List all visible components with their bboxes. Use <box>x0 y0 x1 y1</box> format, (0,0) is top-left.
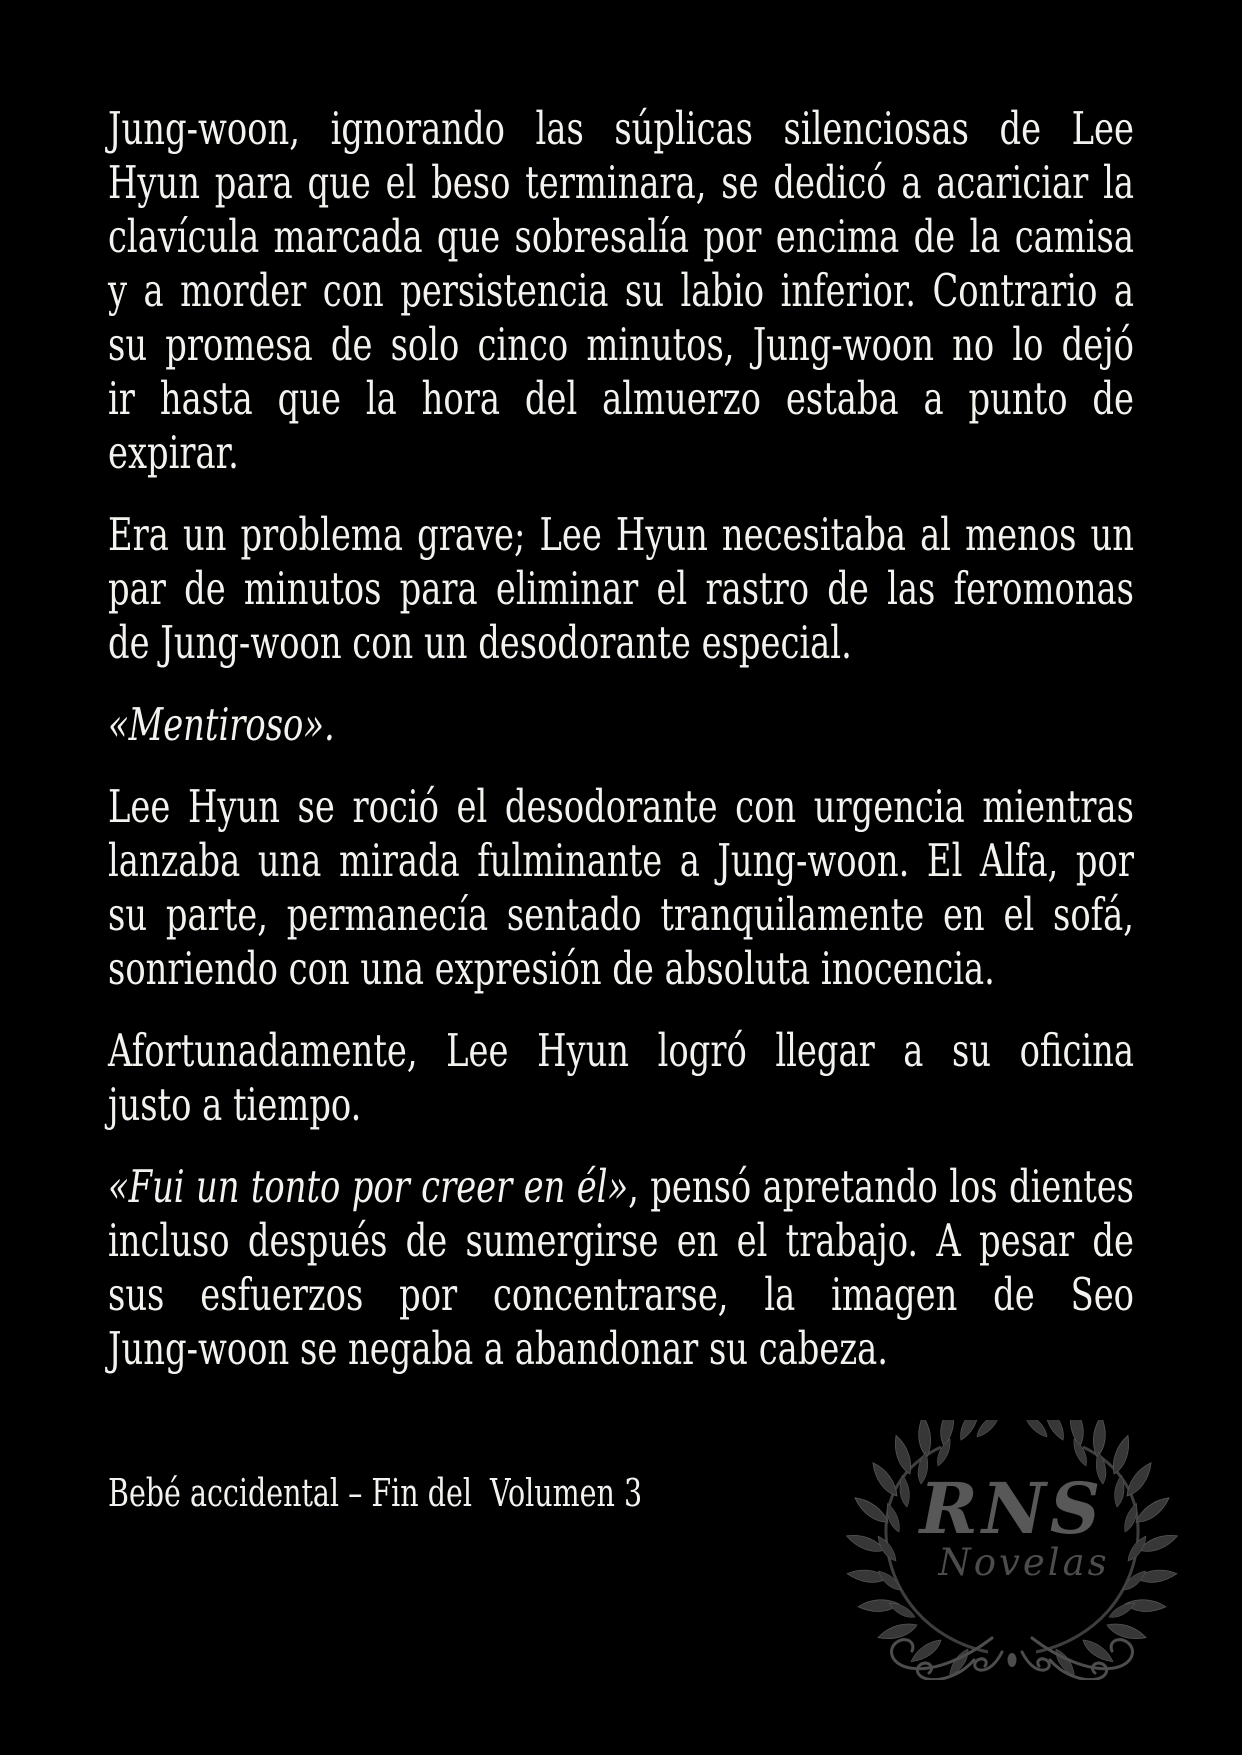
text-line: expirar. <box>108 426 239 479</box>
text-line: clavícula marcada que sobresalía por encima de la camisa <box>108 210 1134 263</box>
text-line: y a morder con persistencia su labio inferior. Contrario a <box>108 264 1134 317</box>
paragraph <box>108 102 1134 480</box>
paragraph <box>108 780 1134 996</box>
text-line: par de minutos para eliminar el rastro de las feromonas <box>108 562 1134 615</box>
watermark-subtitle: Novelas <box>938 1541 1110 1584</box>
text-line: «Fui un tonto por creer en él», pensó apretando los dientes <box>108 1160 1134 1213</box>
text-line: justo a tiempo. <box>108 1078 362 1131</box>
text-line: Jung-woon, ignorando las súplicas silenciosas de Lee <box>108 102 1134 155</box>
text-line: sonriendo con una expresión de absoluta inocencia. <box>108 942 995 995</box>
text-line: Afortunadamente, Lee Hyun logró llegar a su oficina <box>108 1024 1134 1077</box>
text-line: su promesa de solo cinco minutos, Jung-woon no lo dejó <box>108 318 1134 371</box>
body-text <box>108 102 1134 1404</box>
text-line: ir hasta que la hora del almuerzo estaba a punto de <box>108 372 1134 425</box>
watermark <box>842 1420 1182 1680</box>
text-line: «Mentiroso». <box>108 698 335 751</box>
text-line: Lee Hyun se roció el desodorante con urgencia mientras <box>108 780 1134 833</box>
watermark-title: RNS <box>919 1467 1105 1550</box>
text-line: Era un problema grave; Lee Hyun necesitaba al menos un <box>108 508 1134 561</box>
text-line: sus esfuerzos por concentrarse, la imagen de Seo <box>108 1268 1134 1321</box>
text-line: Jung-woon se negaba a abandonar su cabeza. <box>108 1322 889 1375</box>
text-line: incluso después de sumergirse en el trabajo. A pesar de <box>108 1214 1134 1267</box>
paragraph <box>108 1160 1134 1376</box>
paragraph <box>108 698 1134 752</box>
volume-end-label: Bebé accidental – Fin del Volumen 3 <box>108 1471 643 1515</box>
paragraph <box>108 1024 1134 1132</box>
text-line: Hyun para que el beso terminara, se dedicó a acariciar la <box>108 156 1134 209</box>
text-line: de Jung-woon con un desodorante especial. <box>108 616 852 669</box>
text-line: lanzaba una mirada fulminante a Jung-woon. El Alfa, por <box>108 834 1134 887</box>
text-line: su parte, permanecía sentado tranquilamente en el sofá, <box>108 888 1134 941</box>
paragraph <box>108 508 1134 670</box>
